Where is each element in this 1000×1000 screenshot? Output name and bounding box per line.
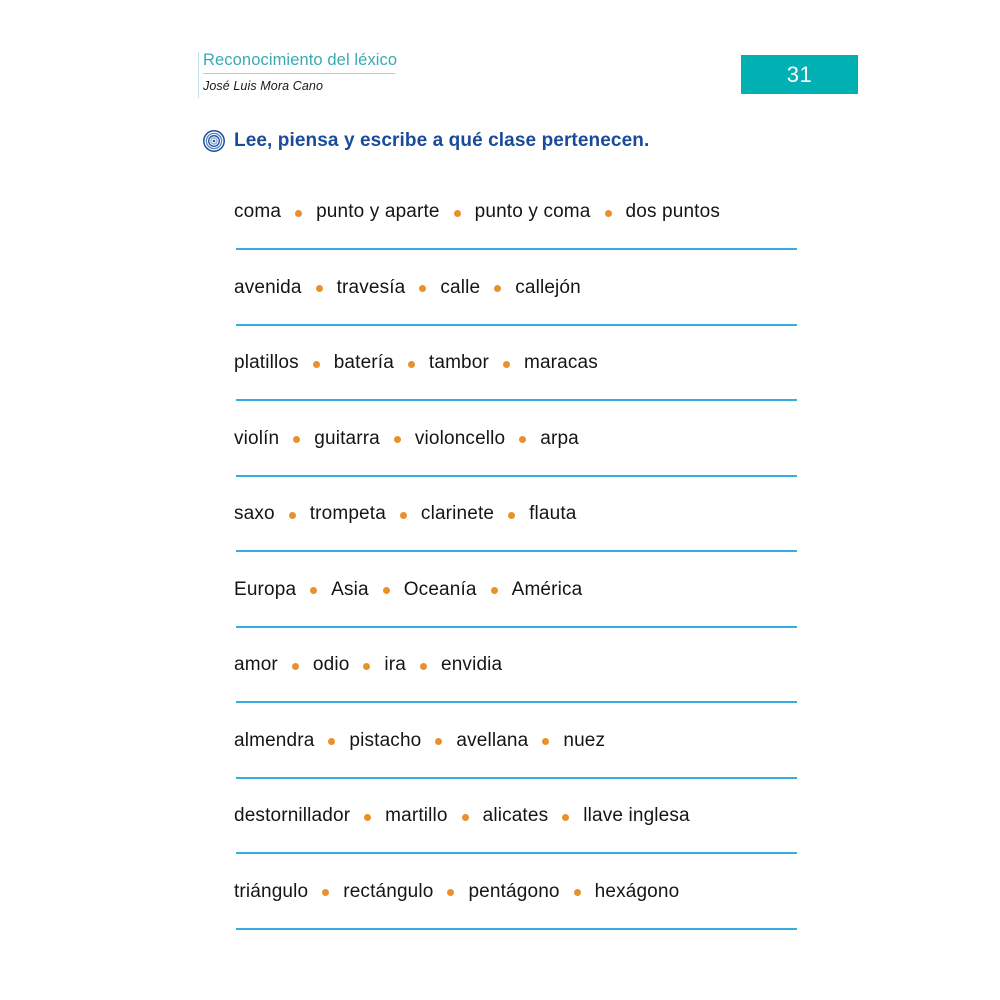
exercise-row <box>0 714 1000 790</box>
answer-write-line[interactable] <box>236 399 797 401</box>
word: avenida <box>234 276 302 298</box>
separator-dot-icon <box>295 210 302 217</box>
separator-dot-icon <box>605 210 612 217</box>
word: llave inglesa <box>583 805 690 826</box>
word: martillo <box>385 805 448 826</box>
header-left-rule <box>198 52 199 98</box>
word: almendra <box>234 729 315 751</box>
separator-dot-icon <box>494 285 501 292</box>
separator-dot-icon <box>491 587 498 594</box>
word-group <box>234 579 582 601</box>
answer-write-line[interactable] <box>236 701 797 703</box>
word: envidia <box>441 654 503 675</box>
header-underline <box>203 73 395 74</box>
word: platillos <box>234 352 299 373</box>
separator-dot-icon <box>542 738 549 745</box>
answer-write-line[interactable] <box>236 248 797 250</box>
word: triángulo <box>234 880 309 902</box>
word: flauta <box>529 503 577 524</box>
exercise-row <box>0 336 1000 412</box>
word: odio <box>312 654 350 675</box>
word-group <box>234 428 579 450</box>
separator-dot-icon <box>363 663 370 670</box>
separator-dot-icon <box>508 512 515 519</box>
answer-write-line[interactable] <box>236 550 797 552</box>
word: alicates <box>482 805 549 826</box>
separator-dot-icon <box>293 436 300 443</box>
separator-dot-icon <box>454 210 461 217</box>
page-header <box>203 50 803 93</box>
exercise-row <box>0 789 1000 865</box>
exercise-row <box>0 638 1000 714</box>
word: arpa <box>540 427 579 449</box>
word: destornillador <box>234 805 351 826</box>
page-number: 31 <box>786 61 813 87</box>
word: dos puntos <box>625 201 720 222</box>
separator-dot-icon <box>562 814 569 821</box>
separator-dot-icon <box>400 512 407 519</box>
word: avellana <box>456 729 529 751</box>
answer-write-line[interactable] <box>236 852 797 854</box>
spiral-target-icon <box>203 130 225 152</box>
exercise-row <box>0 261 1000 337</box>
word: Asia <box>331 578 369 600</box>
word: Europa <box>234 578 297 600</box>
word: rectángulo <box>343 880 434 902</box>
word: Oceanía <box>403 578 477 600</box>
exercise-rows <box>0 185 1000 940</box>
page-number-badge <box>741 55 858 94</box>
separator-dot-icon <box>322 889 329 896</box>
separator-dot-icon <box>419 285 426 292</box>
exercise-row <box>0 865 1000 941</box>
separator-dot-icon <box>313 361 320 368</box>
word: nuez <box>563 729 606 751</box>
word: clarinete <box>420 503 495 524</box>
separator-dot-icon <box>289 512 296 519</box>
separator-dot-icon <box>462 814 469 821</box>
word: punto y coma <box>474 201 591 222</box>
exercise-row <box>0 412 1000 488</box>
word: pistacho <box>349 729 422 751</box>
separator-dot-icon <box>519 436 526 443</box>
word: amor <box>234 654 278 675</box>
exercise-row <box>0 185 1000 261</box>
word-group <box>234 881 679 903</box>
exercise-row <box>0 487 1000 563</box>
word: saxo <box>234 503 275 524</box>
answer-write-line[interactable] <box>236 928 797 930</box>
word: tambor <box>428 352 489 373</box>
separator-dot-icon <box>503 361 510 368</box>
word: guitarra <box>314 427 380 449</box>
word: coma <box>234 201 282 222</box>
answer-write-line[interactable] <box>236 324 797 326</box>
instruction-text: Lee, piensa y escribe a qué clase pertenecen. <box>234 130 650 151</box>
word-group <box>234 503 576 525</box>
word: maracas <box>523 352 598 373</box>
separator-dot-icon <box>328 738 335 745</box>
word-group <box>234 201 720 223</box>
word-group <box>234 654 502 676</box>
separator-dot-icon <box>420 663 427 670</box>
instruction-block <box>203 130 649 152</box>
word: calle <box>440 276 481 298</box>
separator-dot-icon <box>447 889 454 896</box>
word-group <box>234 352 598 374</box>
answer-write-line[interactable] <box>236 777 797 779</box>
separator-dot-icon <box>310 587 317 594</box>
separator-dot-icon <box>574 889 581 896</box>
word: violoncello <box>414 427 506 449</box>
word: ira <box>384 654 406 675</box>
word: callejón <box>515 276 581 298</box>
word: trompeta <box>309 503 386 524</box>
word: hexágono <box>594 880 680 902</box>
exercise-row <box>0 563 1000 639</box>
author-name: José Luis Mora Cano <box>203 79 324 94</box>
word: violín <box>234 427 280 449</box>
separator-dot-icon <box>383 587 390 594</box>
separator-dot-icon <box>435 738 442 745</box>
word: América <box>511 578 583 600</box>
word-group <box>234 277 581 299</box>
separator-dot-icon <box>394 436 401 443</box>
word: batería <box>333 352 394 373</box>
word-group <box>234 805 690 827</box>
page-title: Reconocimiento del léxico <box>203 51 398 69</box>
separator-dot-icon <box>364 814 371 821</box>
separator-dot-icon <box>408 361 415 368</box>
word: travesía <box>336 276 406 298</box>
answer-write-line[interactable] <box>236 626 797 628</box>
word: punto y aparte <box>316 201 440 222</box>
separator-dot-icon <box>292 663 299 670</box>
word: pentágono <box>468 880 560 902</box>
separator-dot-icon <box>316 285 323 292</box>
word-group <box>234 730 605 752</box>
answer-write-line[interactable] <box>236 475 797 477</box>
